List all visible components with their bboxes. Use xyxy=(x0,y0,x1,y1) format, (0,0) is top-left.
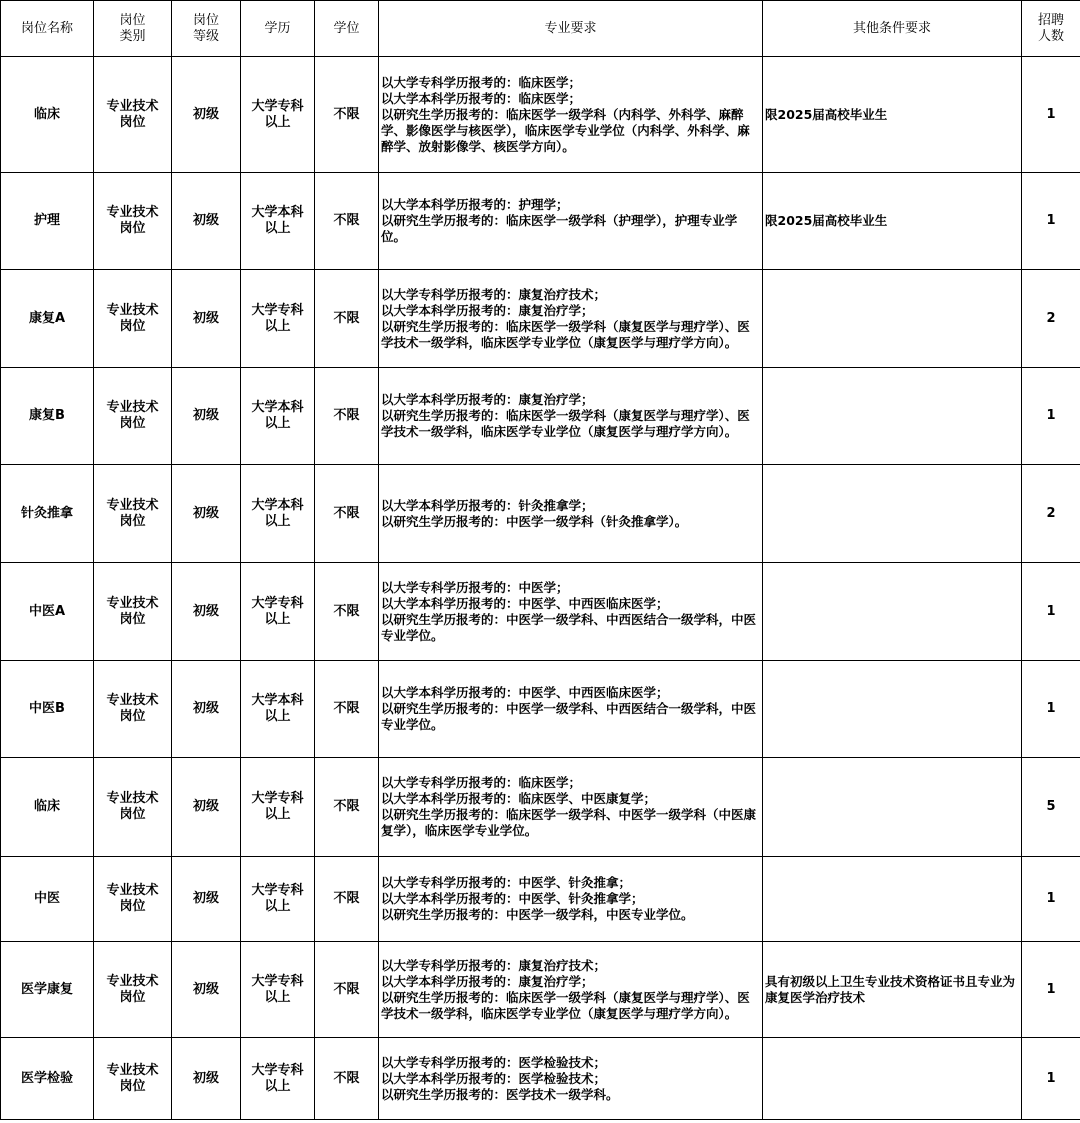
cell-position-name: 针灸推拿 xyxy=(1,465,94,563)
table-row xyxy=(1,758,1080,857)
cell-education: 大学专科 以上 xyxy=(241,563,315,661)
cell-other-requirements xyxy=(763,758,1022,857)
cell-headcount: 1 xyxy=(1022,1038,1080,1120)
cell-position-name: 护理 xyxy=(1,173,94,270)
cell-degree: 不限 xyxy=(315,368,379,465)
cell-education: 大学专科 以上 xyxy=(241,270,315,368)
table-row xyxy=(1,368,1080,465)
cell-major-requirements: 以大学专科学历报考的：医学检验技术； 以大学本科学历报考的：医学检验技术； 以研究生学历报考的：医学技术一级学科。 xyxy=(379,1038,763,1120)
cell-education: 大学专科 以上 xyxy=(241,942,315,1038)
header-education: 学历 xyxy=(241,1,315,57)
cell-category: 专业技术 岗位 xyxy=(94,563,172,661)
cell-position-name: 临床 xyxy=(1,57,94,173)
table-row xyxy=(1,1038,1080,1120)
cell-level: 初级 xyxy=(172,942,241,1038)
cell-education: 大学本科 以上 xyxy=(241,173,315,270)
header-degree: 学位 xyxy=(315,1,379,57)
cell-major-requirements: 以大学专科学历报考的：康复治疗技术； 以大学本科学历报考的：康复治疗学； 以研究生学历报考的：临床医学一级学科（康复医学与理疗学）、医学技术一级学科，临床医学专业学位（康复医学与理疗学方向）。 xyxy=(379,942,763,1038)
cell-degree: 不限 xyxy=(315,173,379,270)
cell-education: 大学专科 以上 xyxy=(241,758,315,857)
header-category: 岗位 类别 xyxy=(94,1,172,57)
cell-major-requirements: 以大学专科学历报考的：临床医学； 以大学本科学历报考的：临床医学、中医康复学； 以研究生学历报考的：临床医学一级学科、中医学一级学科（中医康复学），临床医学专业学位。 xyxy=(379,758,763,857)
cell-headcount: 5 xyxy=(1022,758,1080,857)
cell-education: 大学本科 以上 xyxy=(241,465,315,563)
cell-degree: 不限 xyxy=(315,661,379,758)
cell-education: 大学专科 以上 xyxy=(241,57,315,173)
cell-level: 初级 xyxy=(172,173,241,270)
cell-category: 专业技术 岗位 xyxy=(94,758,172,857)
cell-headcount: 2 xyxy=(1022,270,1080,368)
cell-degree: 不限 xyxy=(315,1038,379,1120)
cell-degree: 不限 xyxy=(315,758,379,857)
cell-category: 专业技术 岗位 xyxy=(94,661,172,758)
cell-other-requirements xyxy=(763,1038,1022,1120)
cell-other-requirements xyxy=(763,857,1022,942)
cell-education: 大学本科 以上 xyxy=(241,368,315,465)
cell-other-requirements: 具有初级以上卫生专业技术资格证书且专业为康复医学治疗技术 xyxy=(763,942,1022,1038)
cell-education: 大学本科 以上 xyxy=(241,661,315,758)
cell-position-name: 医学检验 xyxy=(1,1038,94,1120)
cell-category: 专业技术 岗位 xyxy=(94,942,172,1038)
cell-category: 专业技术 岗位 xyxy=(94,368,172,465)
table-row xyxy=(1,563,1080,661)
cell-other-requirements xyxy=(763,368,1022,465)
cell-degree: 不限 xyxy=(315,270,379,368)
cell-category: 专业技术 岗位 xyxy=(94,857,172,942)
header-count: 招聘 人数 xyxy=(1022,1,1080,57)
cell-other-requirements: 限2025届高校毕业生 xyxy=(763,57,1022,173)
cell-headcount: 1 xyxy=(1022,368,1080,465)
cell-position-name: 中医B xyxy=(1,661,94,758)
cell-major-requirements: 以大学专科学历报考的：中医学； 以大学本科学历报考的：中医学、中西医临床医学； 以研究生学历报考的：中医学一级学科、中西医结合一级学科，中医专业学位。 xyxy=(379,563,763,661)
cell-degree: 不限 xyxy=(315,57,379,173)
table-row xyxy=(1,942,1080,1038)
cell-level: 初级 xyxy=(172,57,241,173)
cell-other-requirements xyxy=(763,661,1022,758)
cell-level: 初级 xyxy=(172,368,241,465)
cell-position-name: 中医A xyxy=(1,563,94,661)
cell-position-name: 临床 xyxy=(1,758,94,857)
table-row xyxy=(1,857,1080,942)
cell-headcount: 1 xyxy=(1022,563,1080,661)
cell-major-requirements: 以大学专科学历报考的：康复治疗技术； 以大学本科学历报考的：康复治疗学； 以研究生学历报考的：临床医学一级学科（康复医学与理疗学）、医学技术一级学科，临床医学专业学位（康复医学与理疗学方向）。 xyxy=(379,270,763,368)
cell-level: 初级 xyxy=(172,270,241,368)
cell-category: 专业技术 岗位 xyxy=(94,270,172,368)
cell-other-requirements xyxy=(763,563,1022,661)
cell-degree: 不限 xyxy=(315,857,379,942)
header-level: 岗位 等级 xyxy=(172,1,241,57)
table-row xyxy=(1,465,1080,563)
cell-position-name: 康复A xyxy=(1,270,94,368)
cell-level: 初级 xyxy=(172,857,241,942)
cell-degree: 不限 xyxy=(315,942,379,1038)
cell-category: 专业技术 岗位 xyxy=(94,465,172,563)
cell-major-requirements: 以大学本科学历报考的：护理学； 以研究生学历报考的：临床医学一级学科（护理学），护理专业学位。 xyxy=(379,173,763,270)
cell-headcount: 2 xyxy=(1022,465,1080,563)
cell-level: 初级 xyxy=(172,1038,241,1120)
cell-degree: 不限 xyxy=(315,563,379,661)
cell-headcount: 1 xyxy=(1022,173,1080,270)
cell-category: 专业技术 岗位 xyxy=(94,57,172,173)
cell-major-requirements: 以大学本科学历报考的：针灸推拿学； 以研究生学历报考的：中医学一级学科（针灸推拿学）。 xyxy=(379,465,763,563)
cell-headcount: 1 xyxy=(1022,57,1080,173)
cell-degree: 不限 xyxy=(315,465,379,563)
cell-category: 专业技术 岗位 xyxy=(94,173,172,270)
table-row xyxy=(1,270,1080,368)
cell-education: 大学专科 以上 xyxy=(241,857,315,942)
cell-level: 初级 xyxy=(172,661,241,758)
cell-headcount: 1 xyxy=(1022,661,1080,758)
cell-headcount: 1 xyxy=(1022,857,1080,942)
header-row xyxy=(1,1,1080,57)
cell-education: 大学专科 以上 xyxy=(241,1038,315,1120)
cell-other-requirements: 限2025届高校毕业生 xyxy=(763,173,1022,270)
header-other: 其他条件要求 xyxy=(763,1,1022,57)
header-name: 岗位名称 xyxy=(1,1,94,57)
cell-major-requirements: 以大学专科学历报考的：临床医学； 以大学本科学历报考的：临床医学； 以研究生学历报考的：临床医学一级学科（内科学、外科学、麻醉学、影像医学与核医学），临床医学专业学位（内科学、外科学、麻醉学、放射影像学、核医学方向）。 xyxy=(379,57,763,173)
cell-position-name: 医学康复 xyxy=(1,942,94,1038)
cell-headcount: 1 xyxy=(1022,942,1080,1038)
cell-major-requirements: 以大学专科学历报考的：中医学、针灸推拿； 以大学本科学历报考的：中医学、针灸推拿学； 以研究生学历报考的：中医学一级学科，中医专业学位。 xyxy=(379,857,763,942)
cell-other-requirements xyxy=(763,270,1022,368)
cell-level: 初级 xyxy=(172,465,241,563)
table-row xyxy=(1,57,1080,173)
table-row xyxy=(1,661,1080,758)
cell-position-name: 中医 xyxy=(1,857,94,942)
cell-major-requirements: 以大学本科学历报考的：康复治疗学； 以研究生学历报考的：临床医学一级学科（康复医学与理疗学）、医学技术一级学科，临床医学专业学位（康复医学与理疗学方向）。 xyxy=(379,368,763,465)
cell-category: 专业技术 岗位 xyxy=(94,1038,172,1120)
cell-level: 初级 xyxy=(172,758,241,857)
table-row xyxy=(1,173,1080,270)
cell-other-requirements xyxy=(763,465,1022,563)
cell-major-requirements: 以大学本科学历报考的：中医学、中西医临床医学； 以研究生学历报考的：中医学一级学科、中西医结合一级学科，中医专业学位。 xyxy=(379,661,763,758)
cell-position-name: 康复B xyxy=(1,368,94,465)
header-major: 专业要求 xyxy=(379,1,763,57)
cell-level: 初级 xyxy=(172,563,241,661)
